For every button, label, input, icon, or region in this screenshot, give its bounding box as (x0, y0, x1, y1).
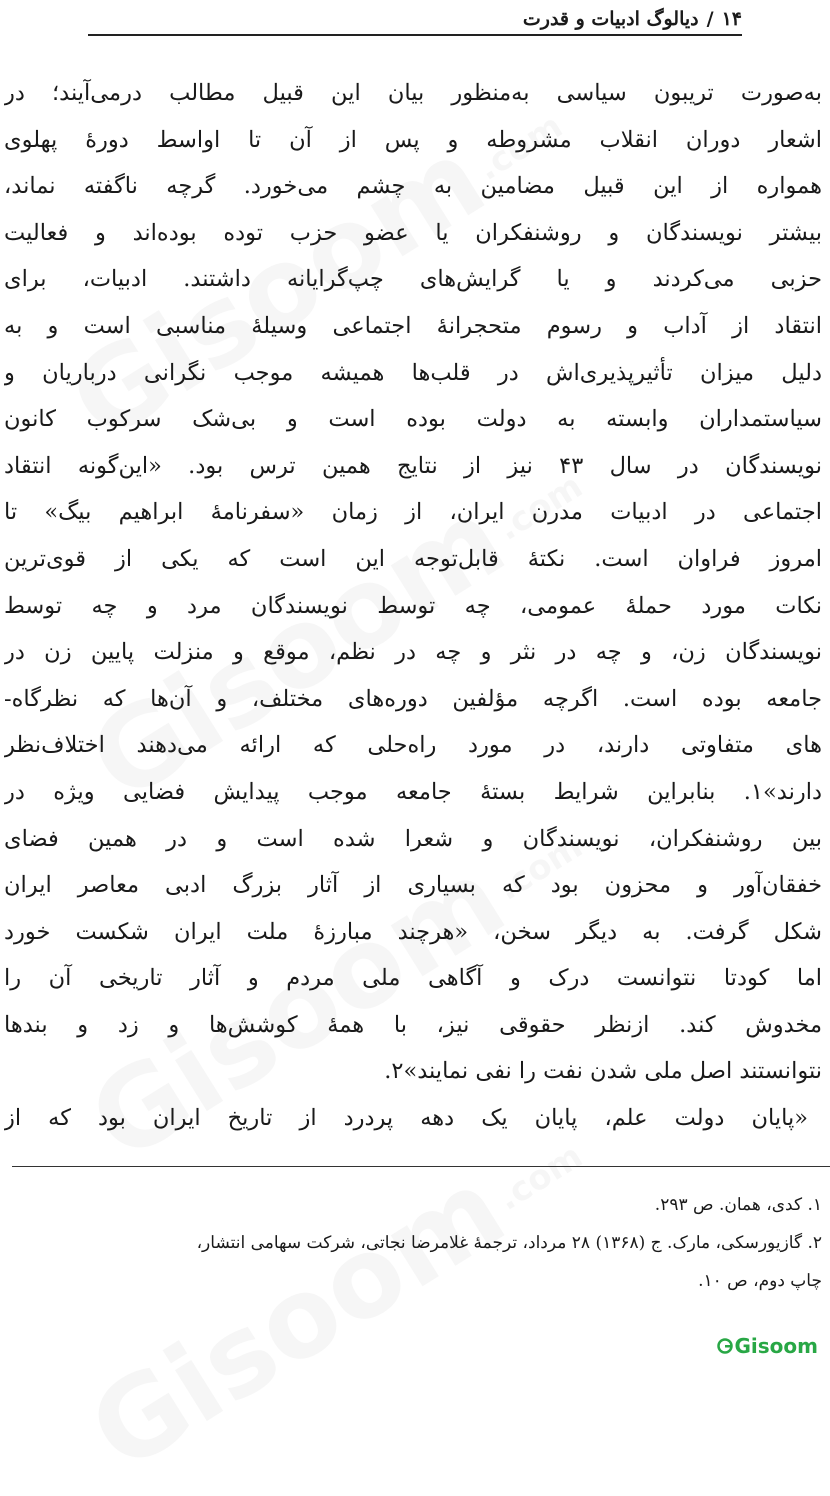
text-line: اجتماعی در ادبیات مدرن ایران، از زمان «سفرنامهٔ ابراهیم بیگ» تا (4, 499, 822, 526)
footnote: ۱. کدی، همان. ص ۲۹۳. (654, 1195, 822, 1215)
page-number: ۱۴ (721, 8, 742, 30)
text-line: بین روشنفکران، نویسندگان و شعرا شده است و در همین فضای (4, 825, 822, 852)
text-line: انتقاد از آداب و رسوم متحجرانهٔ اجتماعی وسیلهٔ مناسبی است و به (4, 312, 822, 339)
footnote-rule (12, 1166, 830, 1167)
text-line: همواره از این قبیل مضامین به چشم می‌خورد. گرچه ناگفته نماند، (4, 173, 822, 200)
text-line: سیاستمداران وابسته به دولت بوده است و بی‌شک سرکوب کانون (4, 406, 822, 433)
text-line: اشعار دوران انقلاب مشروطه و پس از آن تا اواسط دورهٔ پهلوی (4, 126, 822, 153)
book-title: دیالوگ ادبیات و قدرت (522, 8, 699, 30)
logo-icon (717, 1338, 733, 1354)
text-line: نویسندگان در سال ۴۳ نیز از نتایج همین ترس بود. «این‌گونه انتقاد (4, 452, 822, 479)
footnotes (10, 1186, 822, 1300)
text-line: نتوانستند اصل ملی شدن نفت را نفی نمایند»۲. (384, 1058, 822, 1085)
text-line: مخدوش کند. ازنظر حقوقی نیز، با همهٔ کوشش‌ها و زد و بندها (4, 1011, 822, 1038)
header-separator: / (706, 8, 714, 30)
text-line: نویسندگان زن، و چه در نثر و چه در نظم، موقع و منزلت پایین زن در (4, 639, 822, 666)
text-line: بیشتر نویسندگان و روشنفکران یا عضو حزب توده بوده‌اند و فعالیت (4, 219, 822, 246)
text-line: نکات مورد حملهٔ عمومی، چه توسط نویسندگان مرد و چه توسط (4, 592, 822, 619)
body-text (4, 70, 822, 1142)
footnote: ۲. گازیورسکی، مارک. ج (۱۳۶۸) ۲۸ مرداد، ترجمهٔ غلامرضا نجاتی، شرکت سهامی انتشار، (196, 1233, 822, 1253)
footnote: چاپ دوم، ص ۱۰. (698, 1271, 822, 1291)
gisoom-logo: Gisoom (717, 1334, 819, 1358)
text-line: «پایان دولت علم، پایان یک دهه پردرد از تاریخ ایران بود که از (4, 1105, 808, 1132)
text-line: های متفاوتی دارند، در مورد راه‌حلی که ارائه می‌دهند اختلاف‌نظر (4, 732, 822, 759)
text-line: دارند»۱. بنابراین شرایط بستهٔ جامعه موجب پیدایش فضایی ویژه در (4, 778, 822, 805)
text-line: به‌صورت تریبون سیاسی به‌منظور بیان این قبیل مطالب درمی‌آیند؛ در (4, 80, 822, 106)
running-header (88, 4, 742, 36)
text-line: دلیل میزان تأثیرپذیری‌اش در قلب‌ها همیشه موجب نگرانی درباریان و (4, 359, 822, 386)
text-line: شکل گرفت. به دیگر سخن، «هرچند مبارزهٔ ملت ایران شکست خورد (4, 918, 822, 945)
text-line: خفقان‌آور و محزون بود که بسیاری از آثار بزرگ ادبی معاصر ایران (4, 872, 822, 899)
text-line: جامعه بوده است. اگرچه مؤلفین دوره‌های مختلف، و آن‌ها که نظرگاه- (4, 685, 822, 712)
text-line: امروز فراوان است. نکتهٔ قابل‌توجه این است که یکی از قوی‌ترین (4, 545, 822, 572)
text-line: حزبی می‌کردند و یا گرایش‌های چپ‌گرایانه داشتند. ادبیات، برای (4, 266, 822, 293)
text-line: اما کودتا نتوانست درک و آگاهی ملی مردم و آثار تاریخی آن را (4, 965, 822, 992)
